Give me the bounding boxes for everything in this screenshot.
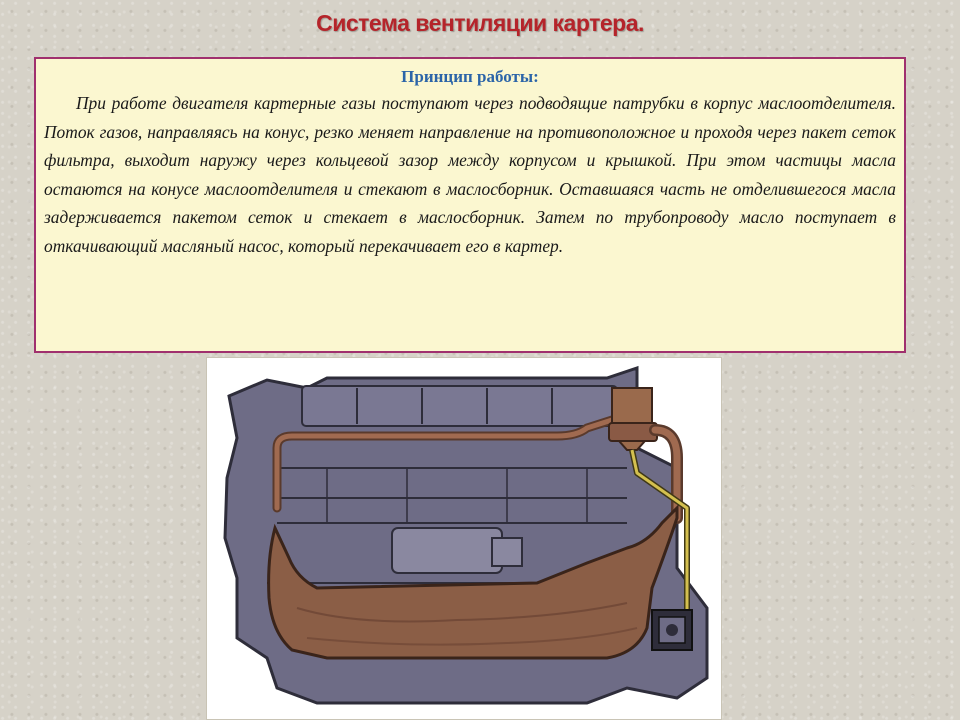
cylinder-head xyxy=(302,386,617,426)
starter-unit xyxy=(392,528,502,573)
box-heading: Принцип работы: xyxy=(401,67,539,86)
description-box xyxy=(34,57,906,353)
slide-title: Система вентиляции картера. xyxy=(316,10,644,36)
engine-diagram xyxy=(207,358,721,719)
engine-illustration xyxy=(206,357,722,720)
description-paragraph: При работе двигателя картерные газы поступают через подводящие патрубки в корпус маслоотделителя. Поток газов, направляясь на конус, резко меняет направление на противоположное и проходя через пакет сеток фильтра, выходит наружу через кольцевой зазор между корпусом и крышкой. При этом частицы масла остаются на конусе маслоотделителя и стекают в маслосборник. Оставшаяся часть не отделившегося масла задерживается пакетом сеток и стекает в маслосборник. Затем по трубопроводу масло поступает в откачивающий масляный насос, который перекачивает его в картер. xyxy=(44,93,896,256)
